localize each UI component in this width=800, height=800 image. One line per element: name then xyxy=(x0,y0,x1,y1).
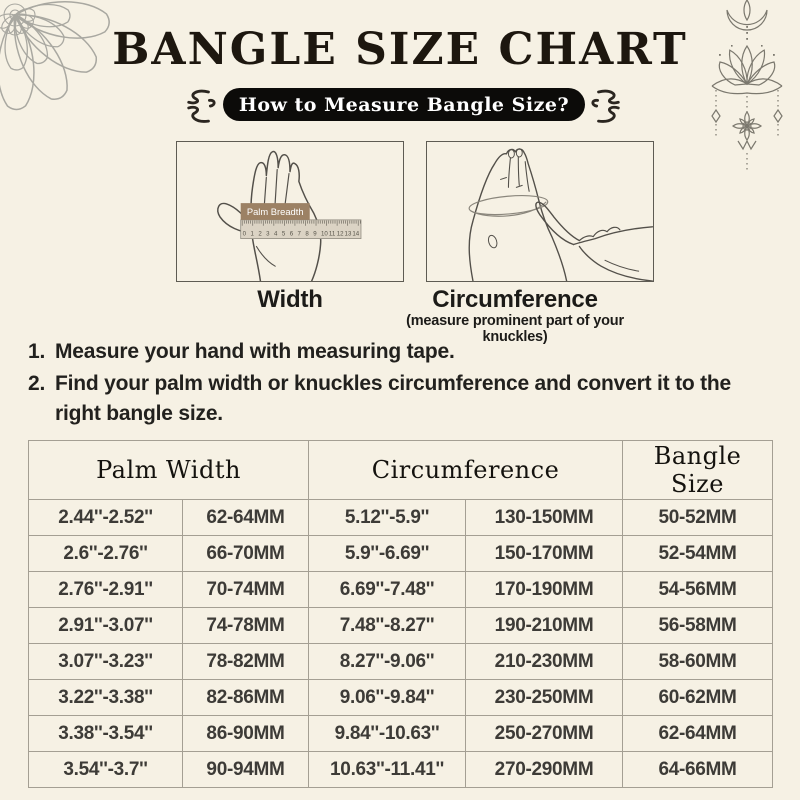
table-row xyxy=(29,644,773,680)
table-row xyxy=(29,500,773,536)
table-cell: 7.48''-8.27'' xyxy=(309,608,466,644)
ruler xyxy=(241,203,361,238)
table-cell: 9.84''-10.63'' xyxy=(309,716,466,752)
hand-ruler-illustration xyxy=(177,142,403,281)
table-cell: 130-150MM xyxy=(466,500,623,536)
table-cell: 150-170MM xyxy=(466,536,623,572)
ruler-number: 14 xyxy=(352,230,360,238)
ruler-number: 4 xyxy=(274,230,278,238)
table-header-circumference: Circumference xyxy=(309,441,623,500)
ruler-number: 0 xyxy=(242,230,247,238)
table-cell: 62-64MM xyxy=(183,500,309,536)
table-header-palm-width: Palm Width xyxy=(29,441,309,500)
table-cell: 3.07''-3.23'' xyxy=(29,644,183,680)
how-to-measure-banner xyxy=(223,88,585,121)
ruler-number: 6 xyxy=(289,230,294,238)
table-row xyxy=(29,608,773,644)
table-cell: 210-230MM xyxy=(466,644,623,680)
table-cell: 250-270MM xyxy=(466,716,623,752)
page-title: BANGLE SIZE CHART xyxy=(112,24,688,75)
table-cell: 2.76''-2.91'' xyxy=(29,572,183,608)
table-cell: 90-94MM xyxy=(183,752,309,788)
width-illustration-box xyxy=(176,141,404,282)
ruler-number: 12 xyxy=(336,230,344,238)
instruction-number: 2. xyxy=(28,372,46,396)
table-cell: 60-62MM xyxy=(623,680,773,716)
ruler-number: 10 xyxy=(321,230,328,238)
banner-flourish-left-icon xyxy=(184,88,216,126)
table-cell: 9.06''-9.84'' xyxy=(309,680,466,716)
table-cell: 10.63''-11.41'' xyxy=(309,752,466,788)
table-row xyxy=(29,752,773,788)
knuckle-measure-illustration xyxy=(427,142,653,281)
ruler-number: 11 xyxy=(328,230,336,238)
table-header-bangle-size: Bangle Size xyxy=(623,441,773,500)
table-cell: 6.69''-7.48'' xyxy=(309,572,466,608)
table-cell: 86-90MM xyxy=(183,716,309,752)
width-caption: Width xyxy=(257,286,323,313)
table-cell: 8.27''-9.06'' xyxy=(309,644,466,680)
table-cell: 66-70MM xyxy=(183,536,309,572)
table-cell: 54-56MM xyxy=(623,572,773,608)
ruler-number: 2 xyxy=(258,230,262,238)
table-cell: 78-82MM xyxy=(183,644,309,680)
table-row xyxy=(29,536,773,572)
instruction-text: Measure your hand with measuring tape. xyxy=(55,340,455,363)
table-row xyxy=(29,680,773,716)
banner-flourish-right-icon xyxy=(591,88,623,126)
ruler-number: 5 xyxy=(281,230,286,238)
table-cell: 230-250MM xyxy=(466,680,623,716)
table-cell: 270-290MM xyxy=(466,752,623,788)
circumference-note: (measure prominent part of your knuckles) xyxy=(406,313,624,345)
table-cell: 5.9''-6.69'' xyxy=(309,536,466,572)
table-cell: 50-52MM xyxy=(623,500,773,536)
table-cell: 2.91''-3.07'' xyxy=(29,608,183,644)
ruler-number: 1 xyxy=(250,230,254,238)
palm-breadth-label: Palm Breadth xyxy=(246,206,304,217)
ruler-number: 7 xyxy=(297,230,301,238)
table-cell: 3.22''-3.38'' xyxy=(29,680,183,716)
size-table-body xyxy=(29,500,773,788)
table-cell: 5.12''-5.9'' xyxy=(309,500,466,536)
table-header-row xyxy=(29,441,773,500)
table-cell: 2.44''-2.52'' xyxy=(29,500,183,536)
table-cell: 82-86MM xyxy=(183,680,309,716)
table-cell: 74-78MM xyxy=(183,608,309,644)
size-chart-table xyxy=(28,440,773,788)
instruction-number: 1. xyxy=(28,340,46,363)
ruler-number: 3 xyxy=(266,230,270,238)
table-cell: 170-190MM xyxy=(466,572,623,608)
table-cell: 52-54MM xyxy=(623,536,773,572)
table-cell: 56-58MM xyxy=(623,608,773,644)
instructions-list xyxy=(28,337,755,431)
table-cell: 62-64MM xyxy=(623,716,773,752)
circumference-illustration-box xyxy=(426,141,654,282)
table-cell: 70-74MM xyxy=(183,572,309,608)
table-cell: 64-66MM xyxy=(623,752,773,788)
instruction-text: Find your palm width or knuckles circumference and convert it to the right bangle size. xyxy=(55,372,732,426)
ruler-number: 9 xyxy=(313,230,317,238)
banner-label: How to Measure Bangle Size? xyxy=(238,93,570,116)
ruler-number: 13 xyxy=(344,230,352,238)
instruction-item xyxy=(28,369,755,429)
ruler-number: 8 xyxy=(305,230,309,238)
table-cell: 58-60MM xyxy=(623,644,773,680)
table-row xyxy=(29,716,773,752)
circumference-caption: Circumference xyxy=(432,286,598,313)
table-cell: 3.54''-3.7'' xyxy=(29,752,183,788)
table-row xyxy=(29,572,773,608)
table-cell: 190-210MM xyxy=(466,608,623,644)
table-cell: 2.6''-2.76'' xyxy=(29,536,183,572)
table-cell: 3.38''-3.54'' xyxy=(29,716,183,752)
instruction-item xyxy=(28,337,755,367)
